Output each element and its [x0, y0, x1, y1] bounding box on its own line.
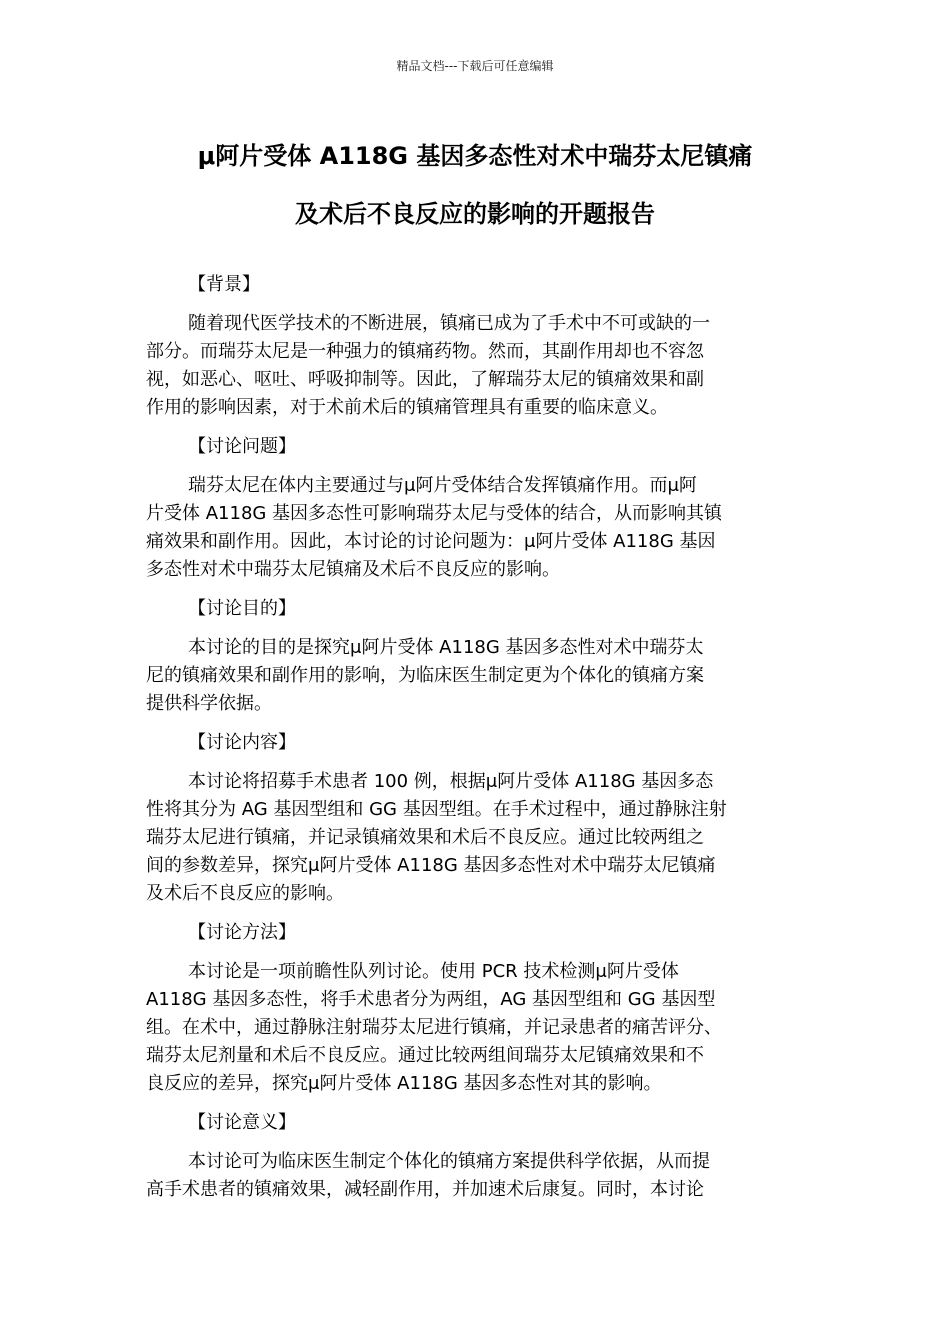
- page-header-note: 精品文档---下载后可任意编辑: [396, 59, 554, 73]
- paragraph-line: 视，如恶心、呕吐、呼吸抑制等。因此，了解瑞芬太尼的镇痛效果和副: [146, 369, 704, 390]
- document-title-line-1: μ阿片受体 A118G 基因多态性对术中瑞芬太尼镇痛: [197, 142, 753, 170]
- paragraph-line: 及术后不良反应的影响。: [146, 883, 344, 904]
- paragraph-purpose: [146, 634, 806, 718]
- paragraph-line: 高手术患者的镇痛效果，减轻副作用，并加速术后康复。同时，本讨论: [146, 1179, 704, 1200]
- section-heading-method: 【讨论方法】: [188, 922, 296, 943]
- paragraph-background: [146, 310, 806, 422]
- paragraph-question: [146, 472, 806, 584]
- paragraph-line: 本讨论是一项前瞻性队列讨论。使用 PCR 技术检测μ阿片受体: [188, 961, 679, 982]
- paragraph-line: 本讨论将招募手术患者 100 例，根据μ阿片受体 A118G 基因多态: [188, 771, 714, 792]
- paragraph-line: 组。在术中，通过静脉注射瑞芬太尼进行镇痛，并记录患者的痛苦评分、: [146, 1017, 722, 1038]
- paragraph-line: 多态性对术中瑞芬太尼镇痛及术后不良反应的影响。: [146, 559, 560, 580]
- paragraph-line: 本讨论的目的是探究μ阿片受体 A118G 基因多态性对术中瑞芬太: [188, 637, 704, 658]
- paragraph-line: 尼的镇痛效果和副作用的影响，为临床医生制定更为个体化的镇痛方案: [146, 665, 704, 686]
- paragraph-line: 部分。而瑞芬太尼是一种强力的镇痛药物。然而，其副作用却也不容忽: [146, 341, 704, 362]
- document-body: [146, 271, 806, 1215]
- section-heading-background: 【背景】: [188, 274, 260, 295]
- paragraph-line: 提供科学依据。: [146, 693, 272, 714]
- paragraph-line: 瑞芬太尼进行镇痛，并记录镇痛效果和术后不良反应。通过比较两组之: [146, 827, 704, 848]
- document-title-line-2: 及术后不良反应的影响的开题报告: [295, 200, 655, 228]
- paragraph-line: 瑞芬太尼在体内主要通过与μ阿片受体结合发挥镇痛作用。而μ阿: [188, 475, 697, 496]
- section-heading-question: 【讨论问题】: [188, 436, 296, 457]
- paragraph-line: A118G 基因多态性，将手术患者分为两组，AG 基因型组和 GG 基因型: [146, 989, 716, 1010]
- section-heading-significance: 【讨论意义】: [188, 1112, 296, 1133]
- paragraph-line: 随着现代医学技术的不断进展，镇痛已成为了手术中不可或缺的一: [188, 313, 710, 334]
- paragraph-line: 间的参数差异，探究μ阿片受体 A118G 基因多态性对术中瑞芬太尼镇痛: [146, 855, 716, 876]
- paragraph-line: 瑞芬太尼剂量和术后不良反应。通过比较两组间瑞芬太尼镇痛效果和不: [146, 1045, 704, 1066]
- paragraph-content: [146, 768, 806, 908]
- section-heading-purpose: 【讨论目的】: [188, 598, 296, 619]
- section-heading-content: 【讨论内容】: [188, 732, 296, 753]
- paragraph-line: 片受体 A118G 基因多态性可影响瑞芬太尼与受体的结合，从而影响其镇: [146, 503, 723, 524]
- paragraph-line: 性将其分为 AG 基因型组和 GG 基因型组。在手术过程中，通过静脉注射: [146, 799, 727, 820]
- paragraph-line: 痛效果和副作用。因此，本讨论的讨论问题为：μ阿片受体 A118G 基因: [146, 531, 716, 552]
- paragraph-line: 作用的影响因素，对于术前术后的镇痛管理具有重要的临床意义。: [146, 397, 668, 418]
- paragraph-significance: [146, 1148, 806, 1204]
- paragraph-line: 本讨论可为临床医生制定个体化的镇痛方案提供科学依据，从而提: [188, 1151, 710, 1172]
- paragraph-line: 良反应的差异，探究μ阿片受体 A118G 基因多态性对其的影响。: [146, 1073, 662, 1094]
- paragraph-method: [146, 958, 806, 1098]
